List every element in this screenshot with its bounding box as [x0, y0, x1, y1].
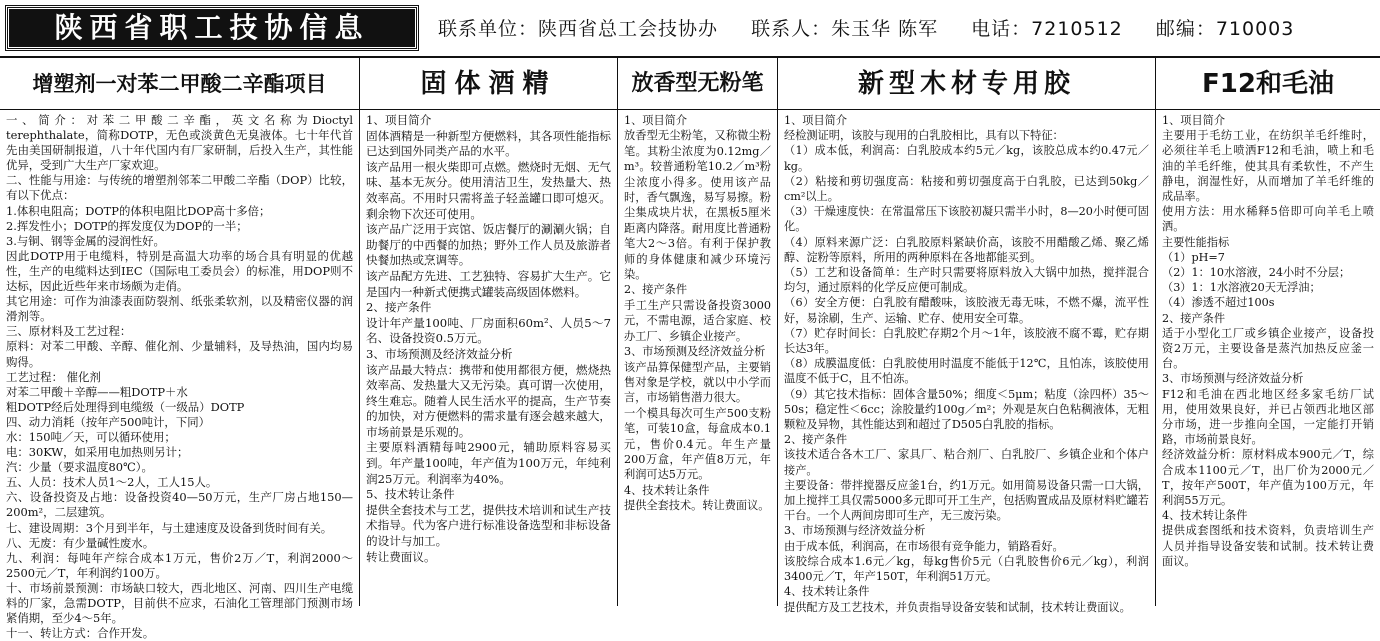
article-title: F12和毛油: [1156, 58, 1380, 110]
article-paragraph: 七、建设周期：3个月到半年，与土建速度及设备到货时间有关。: [6, 520, 333, 535]
article-paragraph: 3、市场预测与经济效益分析: [1162, 372, 1304, 386]
article-paragraph: 2、接产条件: [366, 300, 432, 315]
article-paragraph: 5、技术转让条件: [366, 487, 455, 502]
article-paragraph: 该产品广泛用于宾馆、饭店餐厅的涮涮火锅；自助餐厅的中西餐的加热；野外工作人员及旅游者快餐加热或烹调等。: [366, 222, 611, 268]
article-paragraph: 适于小型化工厂或乡镇企业接产，设备投资2万元，主要设备是蒸汽加热反应釜一台。: [1162, 326, 1374, 371]
article-body: [618, 110, 777, 514]
article-paragraph: 4、技术转让条件: [784, 585, 870, 599]
article-paragraph: 使用方法：用水稀释5倍即可向羊毛上喷洒。: [1162, 205, 1374, 234]
article-paragraph: 1、项目简介: [1162, 114, 1226, 127]
article-paragraph: 汽：少量（要求温度80℃）。: [6, 460, 153, 475]
article-body: [1156, 110, 1380, 569]
article-paragraph: （8）成膜温度低：白乳胶使用时温度不能低于12℃，且怕冻，该胶使用温度不低于C，且不怕冻。: [784, 357, 1149, 386]
article-paragraph: （3）干燥速度快：在常温常压下该胶初凝只需半小时，8—20小时便可固化。: [784, 205, 1149, 234]
article-title: 固体酒精: [360, 58, 617, 110]
article-paragraph: （2）粘接和剪切强度高：粘接和剪切强度高于白乳胶，已达到50kg／cm²以上。: [784, 174, 1149, 204]
article-paragraph: 该产品最大特点：携带和使用都很方便，燃烧热效率高、发热量大又无污染。真可谓一次使用，终生难忘。随着人民生活水平的提高，生产节奏的加快，对方便燃料的需求量有逐会越来越大，市场前景是乐观的。: [366, 362, 611, 439]
article-paragraph: 主要用于毛纺工业，在纺织羊毛纤维时，必须往羊毛上喷洒F12和毛油，喷上和毛油的羊毛纤维，使其具有柔软性，不产生静电，润湿性好，从而增加了羊毛纤维的成品率。: [1162, 129, 1374, 204]
article-paragraph: （2）1：10水溶液，24小时不分层；: [1162, 266, 1351, 280]
article-paragraph: 提供配方及工艺技术，并负责指导设备安装和试制，技术转让费面议。: [784, 600, 1131, 614]
article-paragraph: 提供成套图纸和技术资料，负责培训生产人员并指导设备安装和试制。技术转让费面议。: [1162, 524, 1374, 568]
article-paragraph: 三、原材料及工艺过程：: [6, 324, 132, 339]
article-paragraph: 粗DOTP经后处理得到电缆级（一级品）DOTP: [6, 399, 245, 414]
article-paragraph: 3、市场预测及经济效益分析: [366, 346, 513, 361]
article-paragraph: 一、简介：对苯二甲酸二辛酯，英文名称为Dioctyl terephthalate，简称DOTP，无色或淡黄色无臭液体。七十年代首先由美国研制报道，八十年代国内有厂家研制，后投入生产，其性能优异，受到广大生产厂家欢迎。: [6, 113, 353, 173]
article-paragraph: 4、技术转让条件: [624, 483, 710, 497]
article-wool-oil: [1156, 58, 1380, 606]
article-paragraph: 工艺过程： 催化剂: [6, 369, 101, 384]
article-paragraph: 固体酒精是一种新型方便燃料，其各项性能指标已达到国外同类产品的水平。: [366, 128, 611, 159]
article-paragraph: 4、技术转让条件: [1162, 509, 1248, 523]
article-paragraph: 该技术适合各木工厂、家具厂、粘合剂厂、白乳胶厂、乡镇企业和个体户接产。: [784, 448, 1149, 477]
article-paragraph: （6）安全方便：白乳胶有醋酸味，该胶液无毒无味，不燃不爆，流平性好，易涂刷，生产、运输、贮存、使用安全可靠。: [784, 296, 1149, 325]
article-paragraph: 2.挥发性小；DOTP的挥发度仅为DOP的一半；: [6, 218, 248, 233]
article-paragraph: 经检测证明，该胶与现用的白乳胶相比，具有以下特征：: [784, 129, 1064, 143]
newsletter-logo: [6, 6, 418, 50]
article-paragraph: （1）成本低，利润高：白乳胶成本约5元／kg，该胶总成本约0.47元／kg。: [784, 144, 1149, 173]
article-paragraph: 1、项目简介: [624, 114, 688, 127]
article-paragraph: 主要性能指标: [1162, 235, 1230, 249]
article-paragraph: 提供全套技术。转让费面议。: [624, 499, 770, 513]
article-paragraph: 五、人员：技术人员1～2人，工人15人。: [6, 475, 218, 490]
article-paragraph: （9）其它技术指标：固体含量50%；细度＜5μm；粘度（涂四杯）35～50s；稳定性＜6cc；涂胶量约100g／m²；外观是灰白色粘稠液体，无粗颗粒及异物，其性能达到和超过了D505白乳胶的指标。: [784, 387, 1149, 432]
article-solid-alcohol: [360, 58, 618, 606]
article-paragraph: 1.体积电阻高；DOTP的体积电阻比DOP高十多倍；: [6, 203, 271, 218]
contact-unit: 联系单位：陕西省总工会技协办: [438, 18, 719, 40]
article-paragraph: 一个模具每次可生产500支粉笔，可装10盒，每盒成本0.1元，售价0.4元。年生产量200万盒，年产值8万元，年利润可达5万元。: [624, 406, 771, 482]
article-paragraph: 其它用途：可作为油漆表面防裂剂、纸张柔软剂，以及精密仪器的润滑剂等。: [6, 294, 353, 324]
article-title: 放香型无粉笔: [618, 58, 777, 110]
article-paragraph: 1、项目简介: [366, 113, 432, 127]
article-paragraph: 3、市场预测与经济效益分析: [784, 524, 926, 538]
contact-phone: 电话：7210512: [971, 18, 1123, 40]
article-paragraph: 四、动力消耗（按年产500吨计，下同）: [6, 414, 210, 429]
article-paragraph: 电：30KW，如采用电加热则另计；: [6, 445, 189, 460]
article-paragraph: 对苯二甲酸＋辛醇——粗DOTP＋水: [6, 384, 188, 399]
article-paragraph: （5）工艺和设备简单：生产时只需要将原料放入大锅中加热，搅拌混合均匀，通过原料的化学反应便可制成。: [784, 266, 1149, 295]
article-paragraph: （4）渗透不超过100s: [1162, 296, 1275, 310]
article-paragraph: 主要原料酒精每吨2900元，辅助原料容易买到。年产量100吨，年产值为100万元，年纯利润25万元。利润率为40%。: [366, 440, 611, 486]
newsletter-title: 陕西省职工技协信息: [54, 11, 370, 44]
article-body: [360, 110, 617, 565]
article-paragraph: 转让费面议。: [366, 549, 436, 564]
article-paragraph: （3）1：1水溶液20天无浮油；: [1162, 281, 1321, 295]
contact-persons: 联系人：朱玉华 陈军: [751, 18, 939, 40]
article-paragraph: 手工生产只需设备投资3000元，不需电源，适合家庭、校办工厂、乡镇企业接产。: [624, 298, 771, 343]
article-paragraph: 二、性能与用途：与传统的增塑剂邻苯二甲酸二辛酯（DOP）比较，有以下优点：: [6, 173, 353, 203]
article-paragraph: 2、接产条件: [624, 283, 688, 297]
article-paragraph: 水：150吨／天，可以循环使用；: [6, 429, 176, 444]
article-paragraph: （4）原料来源广泛：白乳胶原料紧缺价高，该胶不用醋酸乙烯、聚乙烯醇、淀粉等原料，所用的两种原料在各地都能买到。: [784, 235, 1149, 264]
article-paragraph: 十、市场前景预测：市场缺口较大，西北地区、河南、四川生产电缆料的厂家，急需DOTP，目前供不应求，石油化工管理部门预测市场紧俏期，至少4～5年。: [6, 580, 353, 626]
article-paragraph: 八、无废：有少量碱性废水。: [6, 535, 155, 550]
article-wood-glue: [778, 58, 1156, 614]
article-paragraph: 3、市场预测及经济效益分析: [624, 345, 766, 359]
article-paragraph: 十一、转让方式：合作开发。: [6, 626, 155, 641]
article-body: [0, 110, 359, 641]
article-columns: [0, 58, 1380, 641]
article-paragraph: 原料：对苯二甲酸、辛醇、催化剂、少量辅料，及导热油，国内均易购得。: [6, 339, 353, 369]
article-paragraph: 1、项目简介: [784, 114, 848, 127]
article-body: [778, 110, 1155, 615]
contact-postcode: 邮编：710003: [1155, 18, 1295, 40]
article-paragraph: 主要设备：带拌搅器反应釜1台，约1万元。如用简易设备只需一口大锅，加上搅拌工具仅需5000多元即可开工生产，包括购置成品及原材料贮罐若干台。一个人两间房即可生产，无三废污染。: [784, 478, 1149, 523]
article-paragraph: 由于成本低，利润高，在市场很有竞争能力，销路看好。: [784, 539, 1064, 553]
article-paragraph: （7）贮存时间长：白乳胶贮存期2个月～1年，该胶液不腐不霉，贮存期长达3年。: [784, 326, 1149, 356]
article-paragraph: 六、设备投资及占地：设备投资40—50万元，生产厂房占地150—200m²，二层建筑。: [6, 490, 353, 520]
article-paragraph: 提供全套技术与工艺，提供技术培训和试生产技术指导。代为客户进行标准设备选型和非标设备的设计与加工。: [366, 502, 611, 549]
article-paragraph: 因此DOTP用于电缆料，特别是高温大功率的场合具有明显的优越性，生产的电缆料达到IEC（国际电工委员会）的标准，用DOP则不达标，因此近些年来市场颇为走俏。: [6, 248, 353, 294]
article-paragraph: 2、接产条件: [1162, 311, 1226, 325]
article-paragraph: 设计年产量100吨、厂房面积60m²、人员5～7名、设备投资0.5万元。: [366, 315, 611, 346]
article-paragraph: 该产品配方先进、工艺独特、容易扩大生产。它是国内一种新式便携式罐装高级固体燃料。: [366, 268, 611, 299]
contact-info: [438, 14, 1370, 41]
article-paragraph: F12和毛油在西北地区经多家毛纺厂试用，使用效果良好，并已占领西北地区部分市场，进一步推向全国，一定能打开销路，市场前景良好。: [1162, 387, 1374, 447]
article-paragraph: 3.与铜、钢等金属的浸润性好。: [6, 233, 165, 248]
article-paragraph: 该产品用一根火柴即可点燃。燃烧时无烟、无气味、基本无灰分。使用清洁卫生，发热量大、热效率高。不用时只需将盖子轻盖罐口即可熄灭。剩余物下次还可使用。: [366, 159, 611, 221]
article-title: 新型木材专用胶: [778, 58, 1155, 110]
article-paragraph: 放香型无尘粉笔，又称微尘粉笔。其粉尘浓度为0.12mg／m³。较普通粉笔10.2／m³粉尘浓度小得多。使用该产品时，香气飘逸，易写易擦。粉尘集成块片状，在黑板5厘米距离内降落。耐用度比普通粉笔大2～3倍。有利于保护教师的身体健康和减少环境污染。: [624, 129, 771, 282]
article-paragraph: 经济效益分析：原材料成本900元／T，综合成本1100元／T，出厂价为2000元／T，按年产500T，年产值为100万元，年利润55万元。: [1162, 448, 1374, 508]
article-paragraph: （1）pH=7: [1162, 250, 1225, 264]
article-paragraph: 该产品算保健型产品，主要销售对象是学校，就以中小学而言，市场销售潜力很大。: [624, 360, 771, 405]
masthead: [0, 0, 1380, 58]
article-paragraph: 2、接产条件: [784, 433, 848, 447]
article-dustless-chalk: [618, 58, 778, 606]
article-paragraph: 九、利润：每吨年产综合成本1万元，售价2万／T，利润2000～2500元／T，年利润约100万。: [6, 550, 353, 580]
article-plasticizer: [0, 58, 360, 641]
article-paragraph: 该胶综合成本1.6元／kg，每kg售价5元（白乳胶售价6元／kg），利润3400元／T，年产150T，年利润51万元。: [784, 554, 1149, 584]
article-title: 增塑剂一对苯二甲酸二辛酯项目: [0, 58, 359, 110]
